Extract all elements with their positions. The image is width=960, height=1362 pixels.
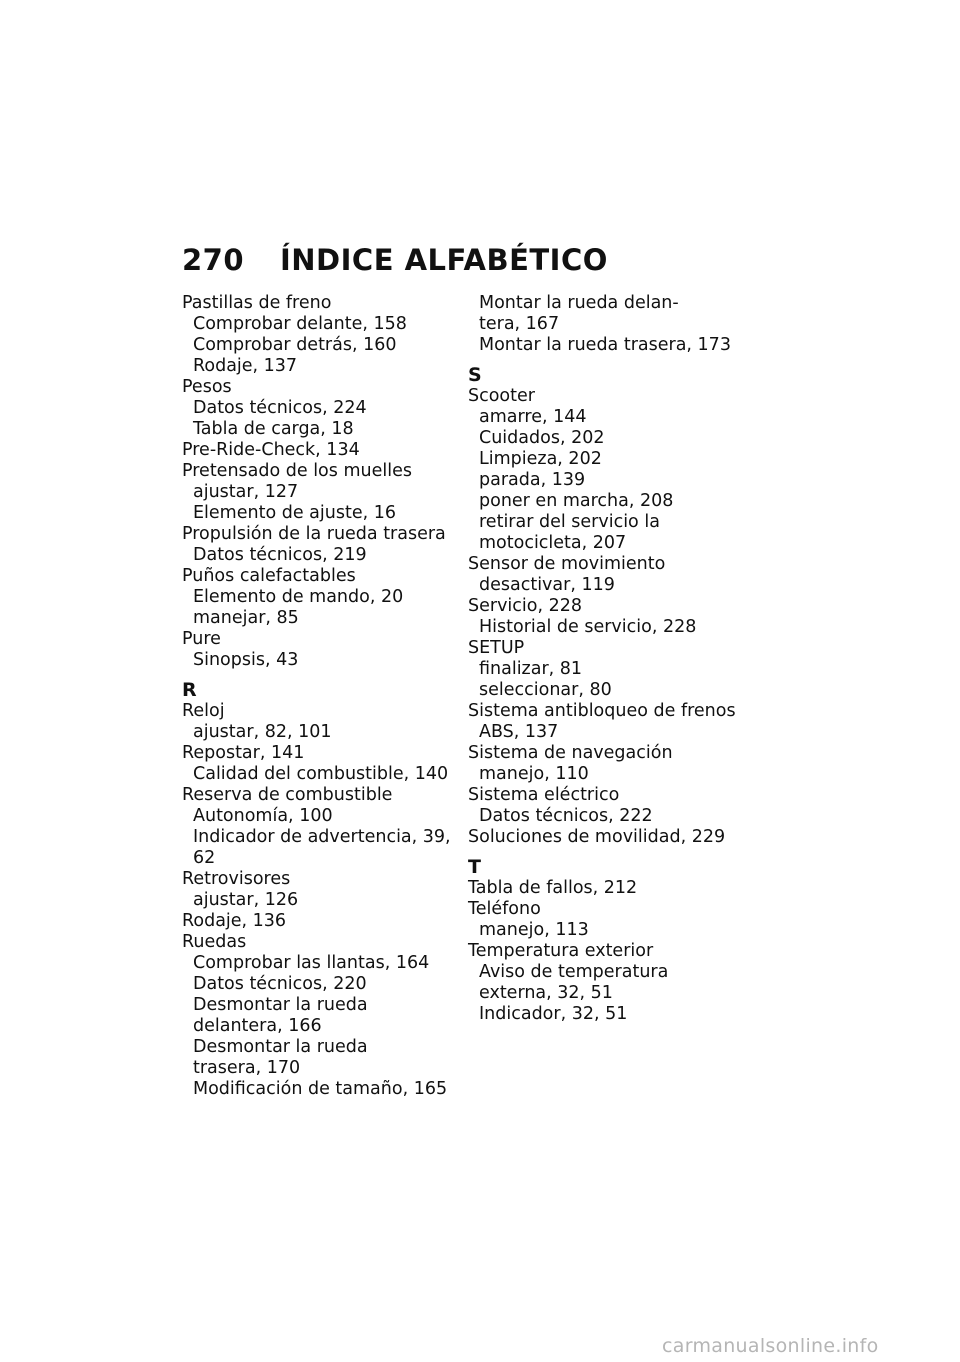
index-subentry: manejo, 113 — [479, 920, 589, 940]
index-entry: Sistema de navegación — [468, 743, 673, 763]
index-subentry: Datos técnicos, 219 — [193, 545, 367, 565]
index-subentry: Tabla de carga, 18 — [193, 419, 354, 439]
index-subentry: Desmontar la rueda — [193, 1037, 368, 1057]
index-subentry: Comprobar delante, 158 — [193, 314, 407, 334]
index-subentry: poner en marcha, 208 — [479, 491, 674, 511]
index-entry: Soluciones de movilidad, 229 — [468, 827, 726, 847]
index-entry: Pre-Ride-Check, 134 — [182, 440, 360, 460]
index-subentry: Indicador, 32, 51 — [479, 1004, 628, 1024]
index-subentry: Sinopsis, 43 — [193, 650, 299, 670]
index-subentry: Indicador de advertencia, 39, — [193, 827, 451, 847]
index-letter-heading: S — [468, 364, 482, 386]
index-subentry: Limpieza, 202 — [479, 449, 602, 469]
index-subentry: tera, 167 — [479, 314, 560, 334]
index-subentry: Calidad del combustible, 140 — [193, 764, 449, 784]
index-subentry: Datos técnicos, 224 — [193, 398, 367, 418]
index-subentry: Datos técnicos, 222 — [479, 806, 653, 826]
index-entry: SETUP — [468, 638, 525, 658]
index-subentry: ajustar, 127 — [193, 482, 299, 502]
watermark: carmanualsonline.info — [662, 1335, 879, 1357]
page-header — [182, 243, 608, 277]
index-subentry: Comprobar detrás, 160 — [193, 335, 397, 355]
index-entry: Retrovisores — [182, 869, 291, 889]
index-subentry: Cuidados, 202 — [479, 428, 605, 448]
index-subentry: Rodaje, 137 — [193, 356, 298, 376]
index-entry: Sistema eléctrico — [468, 785, 620, 805]
index-letter-heading: R — [182, 679, 197, 701]
index-letter-heading: T — [468, 856, 481, 878]
index-subentry: trasera, 170 — [193, 1058, 301, 1078]
index-column-left — [182, 293, 457, 1100]
index-entry: Puños calefactables — [182, 566, 356, 586]
index-entry: Pretensado de los muelles — [182, 461, 412, 481]
index-subentry: retirar del servicio la — [479, 512, 660, 532]
page-number: 270 — [182, 243, 245, 277]
index-subentry: delantera, 166 — [193, 1016, 322, 1036]
index-subentry: Desmontar la rueda — [193, 995, 368, 1015]
index-subentry: manejo, 110 — [479, 764, 589, 784]
index-entry: Propulsión de la rueda trasera — [182, 524, 446, 544]
index-subentry: Montar la rueda trasera, 173 — [479, 335, 731, 355]
index-subentry: ajustar, 82, 101 — [193, 722, 332, 742]
index-subentry: ABS, 137 — [479, 722, 559, 742]
index-entry: Pastillas de freno — [182, 293, 332, 313]
page-title: ÍNDICE ALFABÉTICO — [280, 243, 608, 277]
index-subentry: amarre, 144 — [479, 407, 587, 427]
index-column-right — [468, 293, 748, 1025]
index-entry: Ruedas — [182, 932, 247, 952]
index-entry: Pesos — [182, 377, 232, 397]
index-entry: Reloj — [182, 701, 225, 721]
index-subentry: Modificación de tamaño, 165 — [193, 1079, 448, 1099]
index-subentry: Historial de servicio, 228 — [479, 617, 697, 637]
index-subentry: Elemento de ajuste, 16 — [193, 503, 396, 523]
index-subentry: ajustar, 126 — [193, 890, 299, 910]
index-subentry: 62 — [193, 848, 216, 868]
index-subentry: Autonomía, 100 — [193, 806, 333, 826]
index-subentry: Comprobar las llantas, 164 — [193, 953, 430, 973]
index-entry: Temperatura exterior — [468, 941, 654, 961]
index-subentry: finalizar, 81 — [479, 659, 583, 679]
index-entry: Scooter — [468, 386, 535, 406]
index-entry: Sensor de movimiento — [468, 554, 666, 574]
index-subentry: Montar la rueda delan- — [479, 293, 679, 313]
index-subentry: Aviso de temperatura — [479, 962, 669, 982]
index-entry: Repostar, 141 — [182, 743, 305, 763]
index-subentry: manejar, 85 — [193, 608, 299, 628]
index-subentry: desactivar, 119 — [479, 575, 615, 595]
index-entry: Servicio, 228 — [468, 596, 583, 616]
index-subentry: Datos técnicos, 220 — [193, 974, 367, 994]
index-entry: Reserva de combustible — [182, 785, 393, 805]
index-subentry: externa, 32, 51 — [479, 983, 613, 1003]
index-entry: Teléfono — [468, 899, 541, 919]
index-subentry: motocicleta, 207 — [479, 533, 627, 553]
index-entry: Rodaje, 136 — [182, 911, 287, 931]
index-entry: Tabla de fallos, 212 — [468, 878, 638, 898]
index-entry: Pure — [182, 629, 221, 649]
index-subentry: Elemento de mando, 20 — [193, 587, 404, 607]
index-subentry: seleccionar, 80 — [479, 680, 612, 700]
index-entry: Sistema antibloqueo de frenos — [468, 701, 736, 721]
index-subentry: parada, 139 — [479, 470, 586, 490]
